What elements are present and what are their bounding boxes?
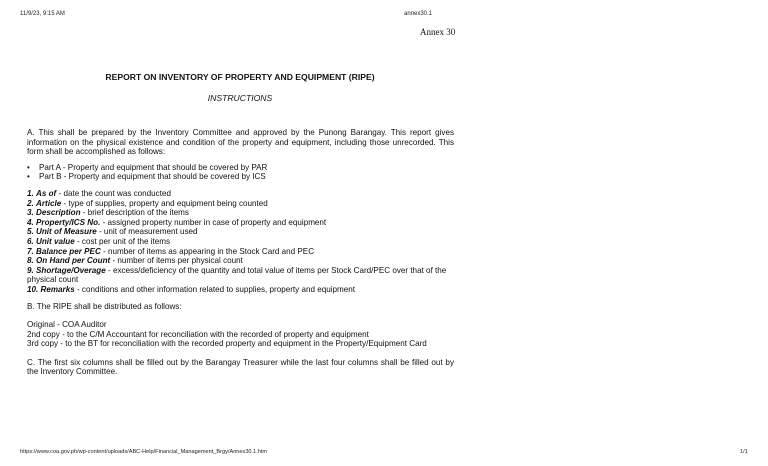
annex-label: Annex 30	[420, 27, 456, 37]
field-number: 1.	[27, 188, 34, 198]
field-description: - number of items per physical count	[110, 256, 243, 266]
list-item: 2nd copy - to the C/M Accountant for reconciliation with the recorded of property and equipment	[27, 329, 369, 339]
list-item	[27, 199, 454, 209]
field-term: Shortage/Overage	[36, 265, 106, 275]
print-document-name: annex30.1	[404, 11, 433, 17]
list-item	[27, 227, 454, 237]
list-item: • Part A - Property and equipment that should be covered by PAR	[27, 163, 454, 173]
field-number: 5.	[27, 227, 34, 237]
list-item	[27, 189, 454, 199]
list-item	[27, 218, 454, 228]
field-description: - assigned property number in case of property and equipment	[100, 217, 327, 227]
list-item	[27, 247, 454, 257]
field-description: - excess/deficiency of the quantity and total value of items per Stock Card/PEC over that of the physical count	[27, 265, 447, 285]
field-description: - unit of measurement used	[96, 227, 198, 237]
field-number: 7.	[27, 246, 34, 256]
field-number: 4.	[27, 217, 34, 227]
paragraph-c: C. The first six columns shall be filled out by the Barangay Treasurer while the last four columns shall be filled out by the Inventory Committee.	[27, 357, 454, 377]
distribution-list	[27, 320, 454, 349]
list-item	[27, 256, 454, 266]
field-description: - number of items as appearing in the Stock Card and PEC	[100, 246, 315, 256]
field-description: - brief description of the items	[80, 208, 189, 218]
field-term: Remarks	[40, 284, 75, 294]
field-number: 3.	[27, 208, 34, 218]
list-item	[27, 285, 454, 295]
field-description: - cost per unit of the items	[74, 236, 171, 246]
spacer	[27, 311, 454, 320]
field-term: On Hand per Count	[36, 256, 111, 266]
instructions-body	[27, 128, 454, 377]
list-item	[27, 237, 454, 247]
source-url: https://www.coa.gov.ph/wp-content/uploads/ABC-Help/Financial_Management_Brgy/Annex30.1.htm	[20, 449, 268, 455]
field-term: Unit value	[36, 236, 75, 246]
report-title: REPORT ON INVENTORY OF PROPERTY AND EQUIPMENT (RIPE)	[105, 72, 375, 82]
page-number: 1/1	[740, 449, 748, 455]
field-term: Description	[36, 208, 81, 218]
print-datetime: 11/9/23, 9:15 AM	[20, 11, 65, 17]
field-number: 10.	[27, 284, 39, 294]
instructions-heading: INSTRUCTIONS	[207, 93, 273, 103]
spacer	[27, 349, 454, 358]
field-number: 9.	[27, 265, 34, 275]
list-item: 3rd copy - to the BT for reconciliation with the recorded property and equipment in the Property/Equipment Card	[27, 339, 427, 349]
field-term: Property/ICS No.	[36, 217, 101, 227]
parts-list	[27, 163, 454, 182]
list-item: • Part B - Property and equipment that should be covered by ICS	[27, 172, 454, 182]
list-item	[27, 208, 454, 218]
field-term: As of	[36, 188, 57, 198]
field-definitions-list	[27, 189, 454, 295]
field-term: Article	[36, 198, 62, 208]
field-description: - type of supplies, property and equipment being counted	[61, 198, 268, 208]
field-number: 6.	[27, 236, 34, 246]
field-description: - date the count was conducted	[56, 188, 171, 198]
list-item: Original - COA Auditor	[27, 320, 107, 330]
field-term: Unit of Measure	[36, 227, 97, 237]
field-description: - conditions and other information related to supplies, property and equipment	[74, 284, 356, 294]
field-term: Balance per PEC	[36, 246, 101, 256]
list-item	[27, 266, 454, 285]
paragraph-b: B. The RIPE shall be distributed as follows:	[27, 301, 182, 311]
field-number: 8.	[27, 256, 34, 266]
paragraph-a: A. This shall be prepared by the Inventory Committee and approved by the Punong Barangay. This report gives information on the physical existence and condition of the property and equipment, including those unrecorded. This form shall be accomplished as follows:	[27, 128, 454, 157]
field-number: 2.	[27, 198, 34, 208]
